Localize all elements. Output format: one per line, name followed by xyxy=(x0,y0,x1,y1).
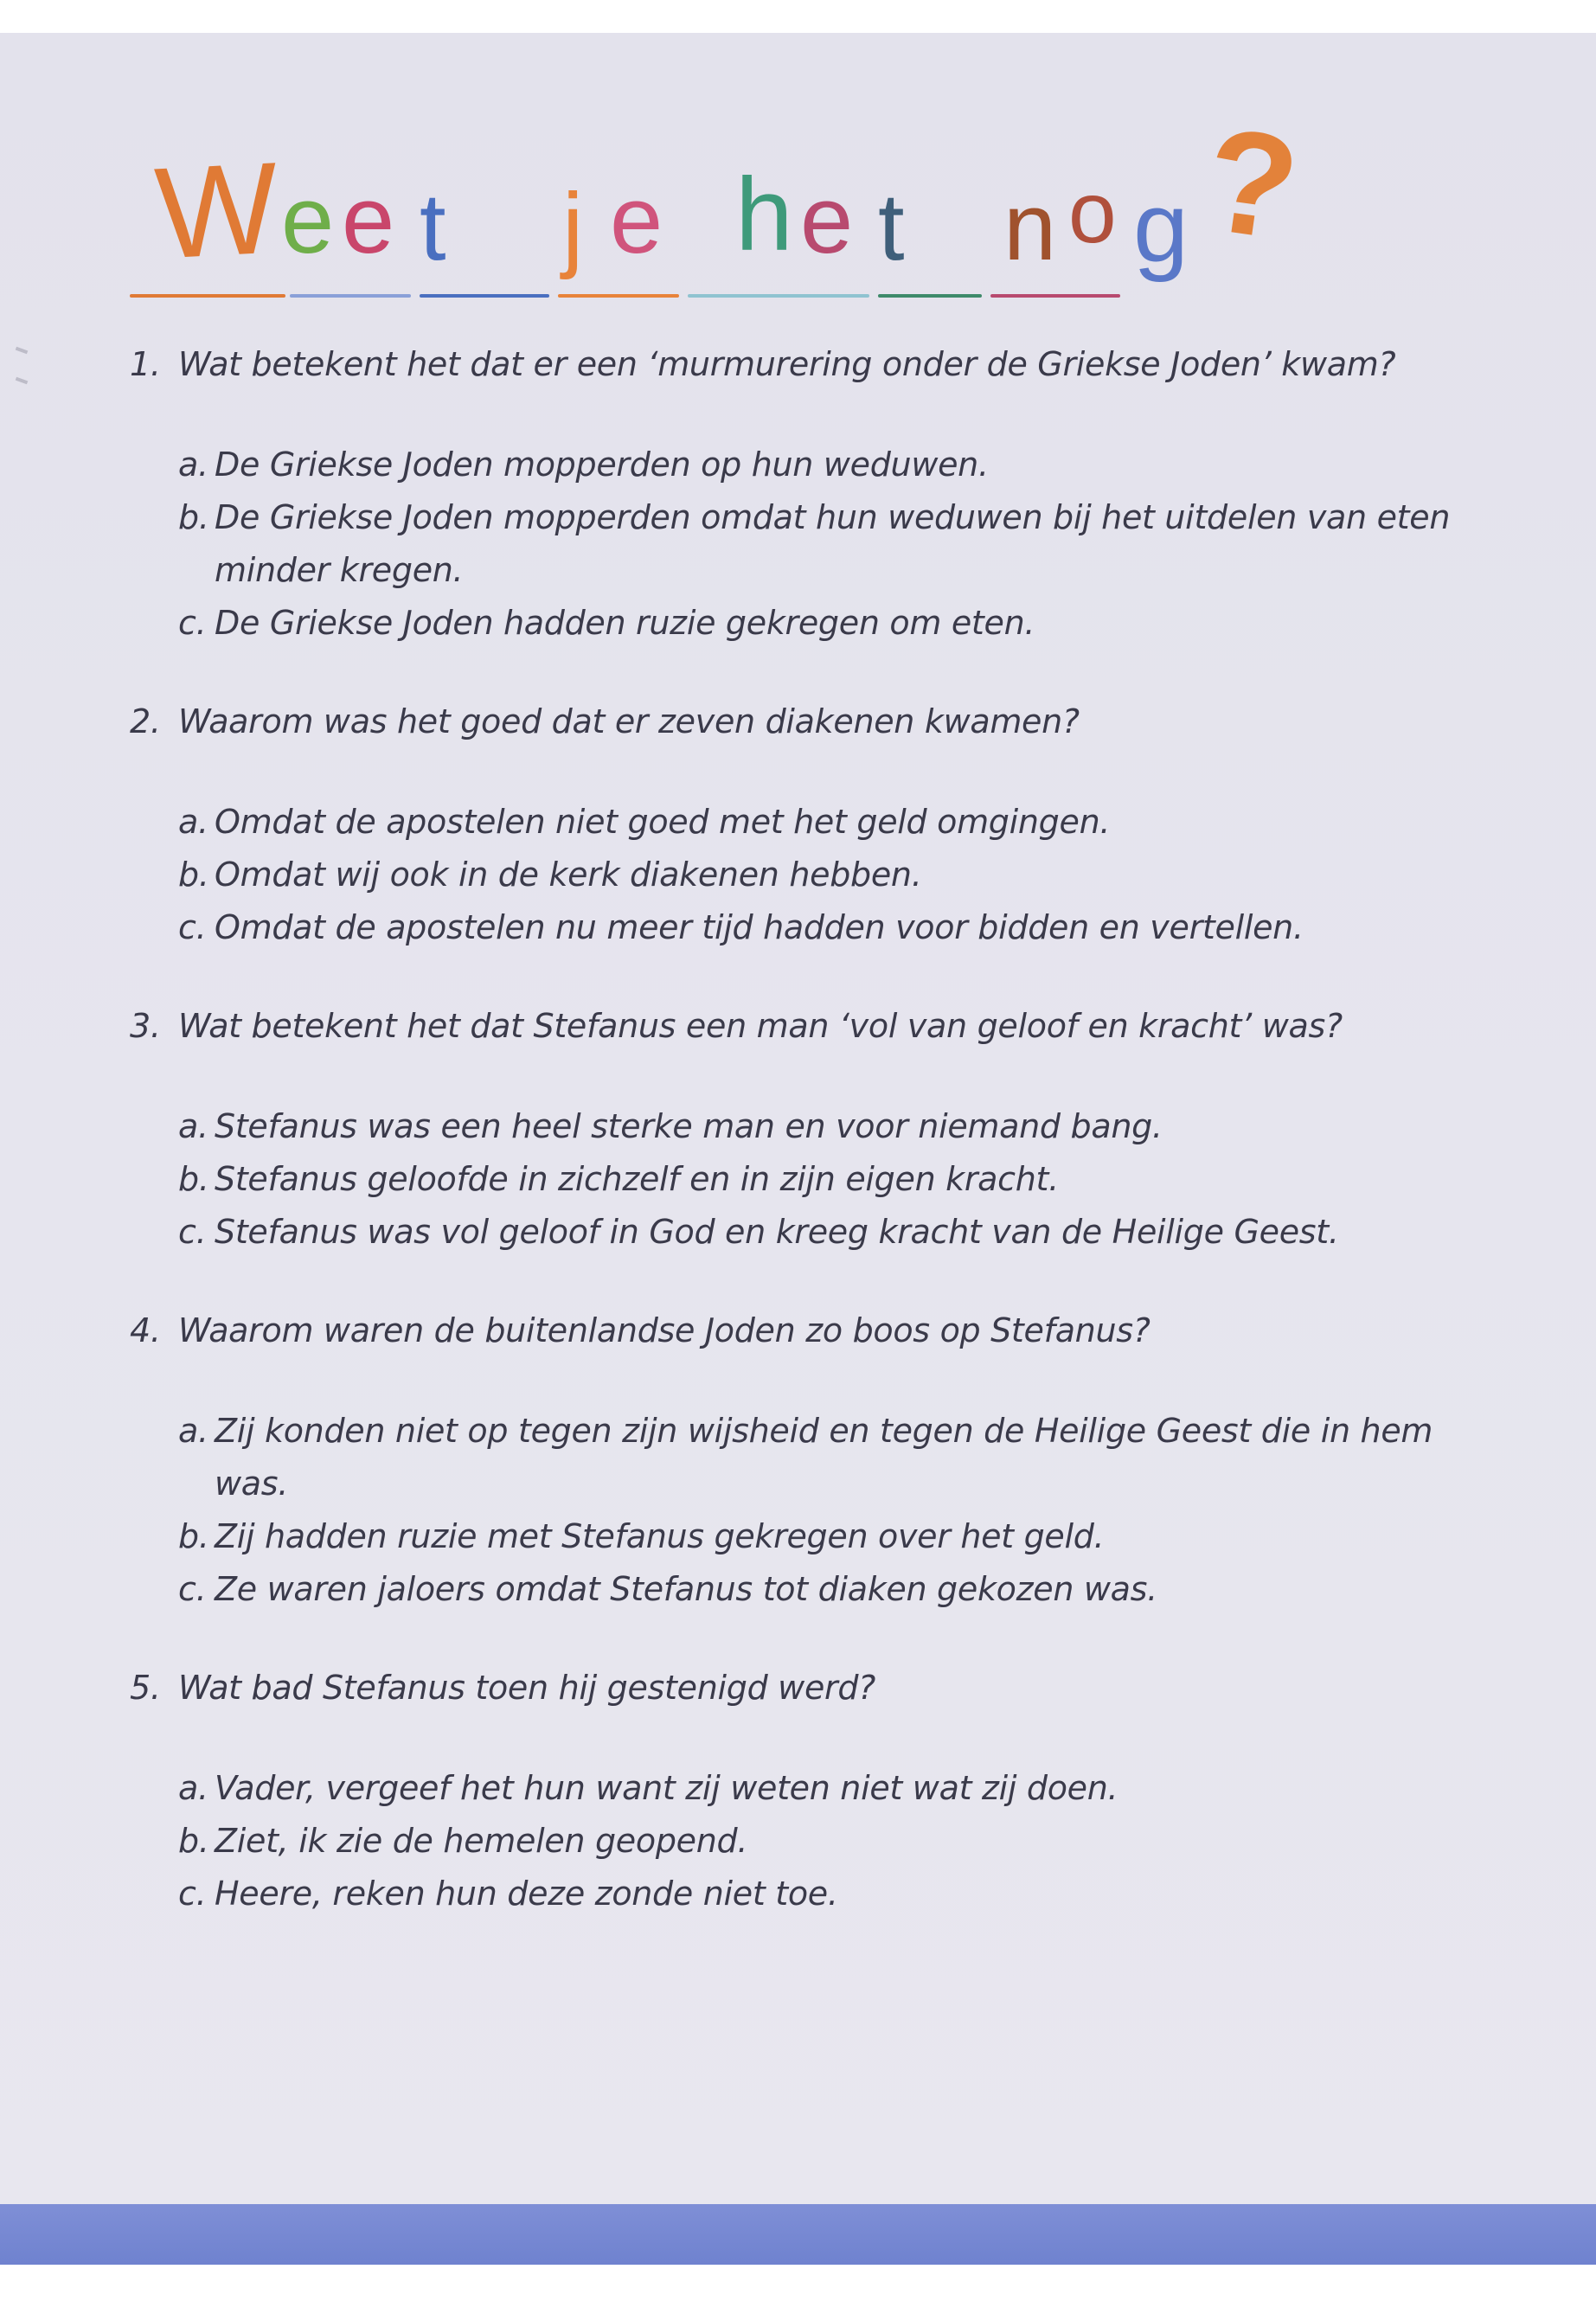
question-text: Wat betekent het dat er een ‘murmurering onder de Griekse Joden’ kwam? xyxy=(178,345,1396,383)
question-block xyxy=(130,1306,1514,1616)
answer-option xyxy=(178,1868,1514,1920)
answer-text: Stefanus was een heel sterke man en voor niemand bang. xyxy=(215,1107,1163,1145)
answer-text: Heere, reken hun deze zonde niet toe. xyxy=(215,1875,838,1913)
title-underline xyxy=(688,294,869,298)
title-underline xyxy=(420,294,549,298)
question-text: Wat bad Stefanus toen hij gestenigd werd? xyxy=(178,1669,876,1707)
answer-option xyxy=(178,491,1514,597)
answer-text: Zij hadden ruzie met Stefanus gekregen over het geld. xyxy=(215,1517,1105,1555)
answer-text: De Griekse Joden mopperden omdat hun weduwen bij het uitdelen van eten minder kregen. xyxy=(215,498,1451,589)
title-underline xyxy=(878,294,982,298)
answer-letter: a. xyxy=(178,445,208,484)
question-number: 5. xyxy=(130,1669,161,1707)
answer-text: De Griekse Joden hadden ruzie gekregen om eten. xyxy=(215,604,1035,642)
answer-text: De Griekse Joden mopperden op hun weduwen. xyxy=(215,445,989,484)
question xyxy=(130,340,1514,388)
question-number: 1. xyxy=(130,345,161,383)
title-letter: e xyxy=(281,167,335,273)
answer-list xyxy=(178,1762,1514,1920)
answer-list xyxy=(178,796,1514,954)
title-underline xyxy=(990,294,1120,298)
question-text: Wat betekent het dat Stefanus een man ‘vol van geloof en kracht’ was? xyxy=(178,1007,1343,1045)
question xyxy=(130,1002,1514,1050)
page-mark xyxy=(16,347,29,355)
question-number: 4. xyxy=(130,1311,161,1349)
question-list xyxy=(130,340,1514,1968)
answer-text: Vader, vergeef het hun want zij weten niet wat zij doen. xyxy=(215,1769,1118,1807)
answer-letter: b. xyxy=(178,856,209,894)
answer-option xyxy=(178,1563,1514,1616)
answer-letter: c. xyxy=(178,1213,207,1251)
answer-text: Stefanus geloofde in zichzelf en in zijn eigen kracht. xyxy=(215,1160,1059,1198)
title-letter: t xyxy=(878,174,905,280)
title-letter: ? xyxy=(1195,96,1308,272)
answer-text: Zij konden niet op tegen zijn wijsheid en tegen de Heilige Geest die in hem was. xyxy=(215,1412,1433,1503)
answer-text: Omdat wij ook in de kerk diakenen hebben. xyxy=(215,856,922,894)
answer-letter: b. xyxy=(178,1822,209,1860)
answer-text: Omdat de apostelen niet goed met het geld omgingen. xyxy=(215,803,1111,841)
page-mark xyxy=(16,377,29,385)
question-number: 2. xyxy=(130,702,161,740)
answer-text: Ze waren jaloers omdat Stefanus tot diaken gekozen was. xyxy=(215,1570,1157,1608)
answer-text: Omdat de apostelen nu meer tijd hadden voor bidden en vertellen. xyxy=(215,908,1304,946)
answer-option xyxy=(178,1405,1514,1510)
answer-letter: b. xyxy=(178,1517,209,1555)
title-letter: t xyxy=(420,174,446,280)
answer-option xyxy=(178,1815,1514,1868)
question-text: Waarom was het goed dat er zeven diakenen kwamen? xyxy=(178,702,1080,740)
title-letter: g xyxy=(1133,172,1189,283)
question-text: Waarom waren de buitenlandse Joden zo boos op Stefanus? xyxy=(178,1311,1151,1349)
footer-band xyxy=(0,2204,1596,2265)
answer-letter: a. xyxy=(178,1769,208,1807)
title-letter: e xyxy=(342,167,395,273)
question-block xyxy=(130,1002,1514,1259)
answer-letter: c. xyxy=(178,1875,207,1913)
answer-option xyxy=(178,901,1514,954)
title-underline xyxy=(130,294,285,298)
answer-letter: c. xyxy=(178,604,207,642)
question-block xyxy=(130,340,1514,650)
answer-option xyxy=(178,1762,1514,1815)
answer-option xyxy=(178,1206,1514,1259)
question-block xyxy=(130,1663,1514,1920)
question xyxy=(130,1306,1514,1355)
answer-option xyxy=(178,597,1514,650)
title-letter: h xyxy=(735,157,793,272)
title-letter: W xyxy=(151,134,282,286)
answer-letter: a. xyxy=(178,1412,208,1450)
answer-option xyxy=(178,849,1514,901)
answer-option xyxy=(178,1153,1514,1206)
answer-letter: b. xyxy=(178,1160,209,1198)
title-letter: n xyxy=(1003,174,1057,280)
question xyxy=(130,697,1514,746)
answer-list xyxy=(178,1405,1514,1616)
worksheet-page xyxy=(0,33,1596,2265)
question-block xyxy=(130,697,1514,954)
answer-text: Stefanus was vol geloof in God en kreeg kracht van de Heilige Geest. xyxy=(215,1213,1339,1251)
answer-list xyxy=(178,1100,1514,1259)
title-underline xyxy=(290,294,411,298)
answer-letter: a. xyxy=(178,803,208,841)
answer-letter: b. xyxy=(178,498,209,536)
answer-letter: a. xyxy=(178,1107,208,1145)
title-letter: e xyxy=(800,167,854,273)
title-underline xyxy=(558,294,679,298)
page-title xyxy=(130,93,1341,318)
answer-option xyxy=(178,796,1514,849)
answer-option xyxy=(178,1100,1514,1153)
answer-letter: c. xyxy=(178,908,207,946)
title-letter: o xyxy=(1068,164,1117,261)
question xyxy=(130,1663,1514,1712)
title-letter: j xyxy=(562,174,584,280)
answer-text: Ziet, ik zie de hemelen geopend. xyxy=(215,1822,748,1860)
answer-option xyxy=(178,1510,1514,1563)
title-letter: e xyxy=(610,167,663,273)
question-number: 3. xyxy=(130,1007,161,1045)
answer-letter: c. xyxy=(178,1570,207,1608)
answer-option xyxy=(178,439,1514,491)
answer-list xyxy=(178,439,1514,650)
